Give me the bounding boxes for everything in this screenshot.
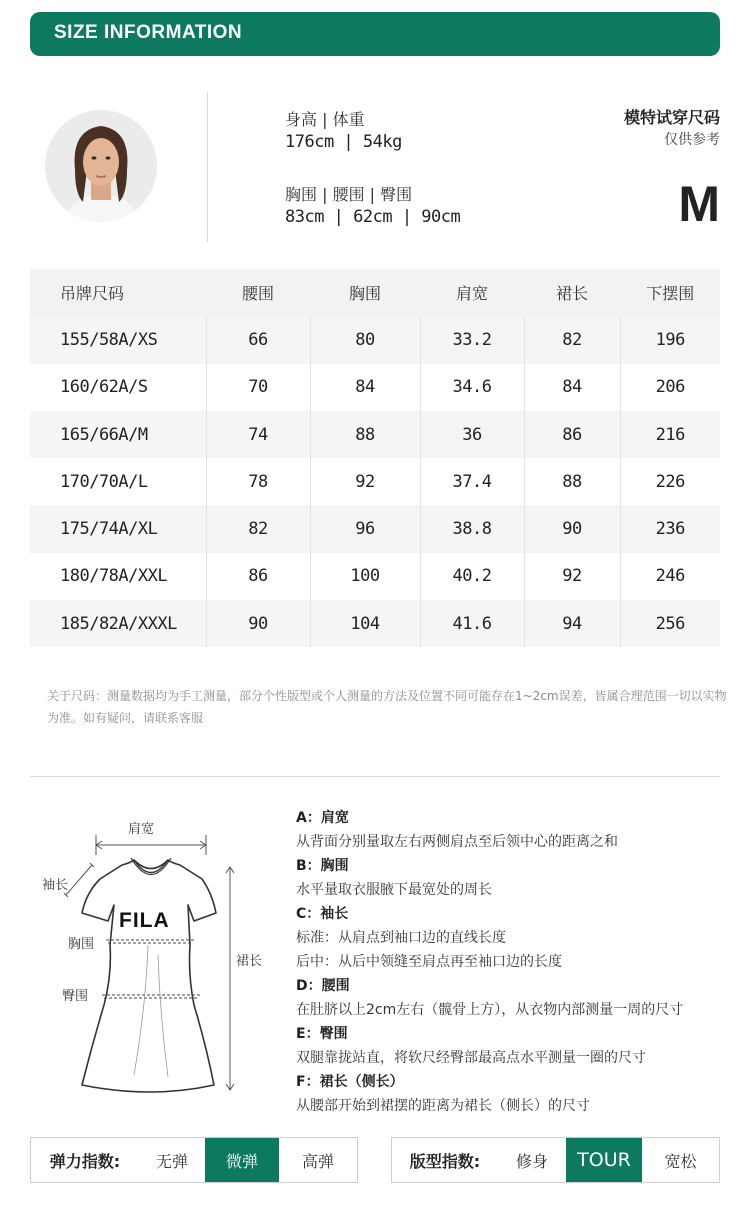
def-c-desc-2: 后中：从后中领缝至肩点再至袖口边的长度 — [296, 954, 562, 970]
cell-dress-length: 94 — [524, 600, 620, 647]
cell-tag-size: 160/62A/S — [30, 364, 206, 411]
cell-waist: 86 — [206, 553, 310, 600]
def-f-title: F：裙长（侧长） — [296, 1074, 404, 1090]
elasticity-option-high: 高弹 — [301, 1151, 334, 1171]
elasticity-option-none: 无弹 — [155, 1151, 188, 1171]
model-fit-title: 模特试穿尺码 — [623, 108, 720, 127]
cell-tag-size: 170/70A/L — [30, 458, 206, 505]
cell-chest: 96 — [310, 505, 420, 552]
table-row — [30, 553, 720, 600]
header-hem: 下摆围 — [620, 269, 720, 316]
dress-diagram — [30, 805, 290, 1105]
cell-shoulder: 41.6 — [420, 600, 524, 647]
measurement-definitions — [296, 806, 726, 1118]
def-a-desc: 从背面分别量取左右两侧肩点至后领中心的距离之和 — [296, 834, 618, 850]
model-fit-subtitle: 仅供参考 — [664, 132, 720, 148]
header-tag-size: 吊牌尺码 — [30, 269, 206, 316]
cell-shoulder: 38.8 — [420, 505, 524, 552]
cell-waist: 90 — [206, 600, 310, 647]
height-weight-value: 176cm | 54kg — [285, 132, 402, 152]
def-a-title: A：肩宽 — [296, 810, 349, 826]
cell-chest: 100 — [310, 553, 420, 600]
body-measure-value: 83cm | 62cm | 90cm — [285, 207, 461, 227]
cell-shoulder: 40.2 — [420, 553, 524, 600]
table-row — [30, 411, 720, 458]
cell-chest: 80 — [310, 316, 420, 363]
shoulder-label: 肩宽 — [128, 822, 155, 837]
cell-dress-length: 90 — [524, 505, 620, 552]
cell-chest: 92 — [310, 458, 420, 505]
def-b-title: B：胸围 — [296, 858, 349, 874]
def-d-title: D：腰围 — [296, 978, 350, 994]
cell-chest: 104 — [310, 600, 420, 647]
cell-shoulder: 33.2 — [420, 316, 524, 363]
table-row — [30, 458, 720, 505]
size-table — [30, 269, 720, 647]
header-title: SIZE INFORMATION — [54, 22, 243, 43]
cell-hem: 226 — [620, 458, 720, 505]
height-weight-label: 身高 | 体重 — [285, 110, 365, 129]
size-table-header-row — [30, 269, 720, 316]
def-e-desc: 双腿靠拢站直，将软尺经臀部最高点水平测量一圈的尺寸 — [296, 1050, 646, 1066]
cell-chest: 84 — [310, 364, 420, 411]
length-label: 裙长 — [236, 954, 263, 969]
cell-dress-length: 84 — [524, 364, 620, 411]
cell-hem: 206 — [620, 364, 720, 411]
cell-waist: 74 — [206, 411, 310, 458]
header-shoulder: 肩宽 — [420, 269, 524, 316]
model-portrait-image — [45, 110, 157, 222]
cell-hem: 246 — [620, 553, 720, 600]
cell-shoulder: 34.6 — [420, 364, 524, 411]
body-measure-label: 胸围 | 腰围 | 臀围 — [285, 185, 413, 204]
table-row — [30, 364, 720, 411]
cell-waist: 82 — [206, 505, 310, 552]
chest-label: 胸围 — [68, 937, 95, 952]
cell-shoulder: 37.4 — [420, 458, 524, 505]
cell-tag-size: 180/78A/XXL — [30, 553, 206, 600]
header-bar — [30, 12, 720, 56]
cell-chest: 88 — [310, 411, 420, 458]
fit-index — [391, 1137, 720, 1183]
cell-dress-length: 88 — [524, 458, 620, 505]
fit-option-loose: 宽松 — [664, 1151, 697, 1171]
table-row — [30, 316, 720, 363]
cell-dress-length: 86 — [524, 411, 620, 458]
cell-dress-length: 82 — [524, 316, 620, 363]
header-chest: 胸围 — [310, 269, 420, 316]
table-row — [30, 505, 720, 552]
elasticity-option-slight: 微弹 — [205, 1138, 279, 1182]
cell-dress-length: 92 — [524, 553, 620, 600]
cell-waist: 78 — [206, 458, 310, 505]
elasticity-index — [30, 1137, 358, 1183]
cell-hem: 236 — [620, 505, 720, 552]
cell-tag-size: 185/82A/XXXL — [30, 600, 206, 647]
def-d-desc: 在肚脐以上2cm左右（髋骨上方），从衣物内部测量一周的尺寸 — [296, 1002, 684, 1018]
model-fit-size: M — [678, 176, 720, 232]
cell-hem: 216 — [620, 411, 720, 458]
fit-option-slim: 修身 — [515, 1151, 548, 1171]
table-row — [30, 600, 720, 647]
header-waist: 腰围 — [206, 269, 310, 316]
hip-label: 臀围 — [62, 989, 89, 1004]
cell-waist: 70 — [206, 364, 310, 411]
model-divider — [207, 92, 208, 242]
def-f-desc: 从腰部开始到裙摆的距离为裙长（侧长）的尺寸 — [296, 1098, 590, 1114]
cell-tag-size: 155/58A/XS — [30, 316, 206, 363]
def-e-title: E：臀围 — [296, 1026, 348, 1042]
fit-option-tour: TOUR — [566, 1138, 642, 1182]
fila-logo: FILA — [119, 909, 170, 932]
cell-tag-size: 165/66A/M — [30, 411, 206, 458]
def-b-desc: 水平量取衣服腋下最宽处的周长 — [296, 882, 492, 898]
header-dress-length: 裙长 — [524, 269, 620, 316]
sleeve-label: 袖长 — [42, 878, 69, 893]
cell-tag-size: 175/74A/XL — [30, 505, 206, 552]
cell-waist: 66 — [206, 316, 310, 363]
section-divider — [30, 776, 720, 777]
measurement-note: 关于尺码：测量数据均为手工测量，部分个性版型或个人测量的方法及位置不同可能存在1~2cm误差，皆属合理范围一切以实物为准。如有疑问，请联系客服 — [47, 689, 727, 725]
def-c-desc-1: 标准：从肩点到袖口边的直线长度 — [296, 930, 506, 946]
def-c-title: C：袖长 — [296, 906, 349, 922]
cell-hem: 196 — [620, 316, 720, 363]
cell-shoulder: 36 — [420, 411, 524, 458]
model-avatar — [45, 110, 157, 222]
elasticity-title: 弹力指数: — [49, 1151, 121, 1171]
cell-hem: 256 — [620, 600, 720, 647]
fit-index-title: 版型指数: — [409, 1151, 481, 1171]
